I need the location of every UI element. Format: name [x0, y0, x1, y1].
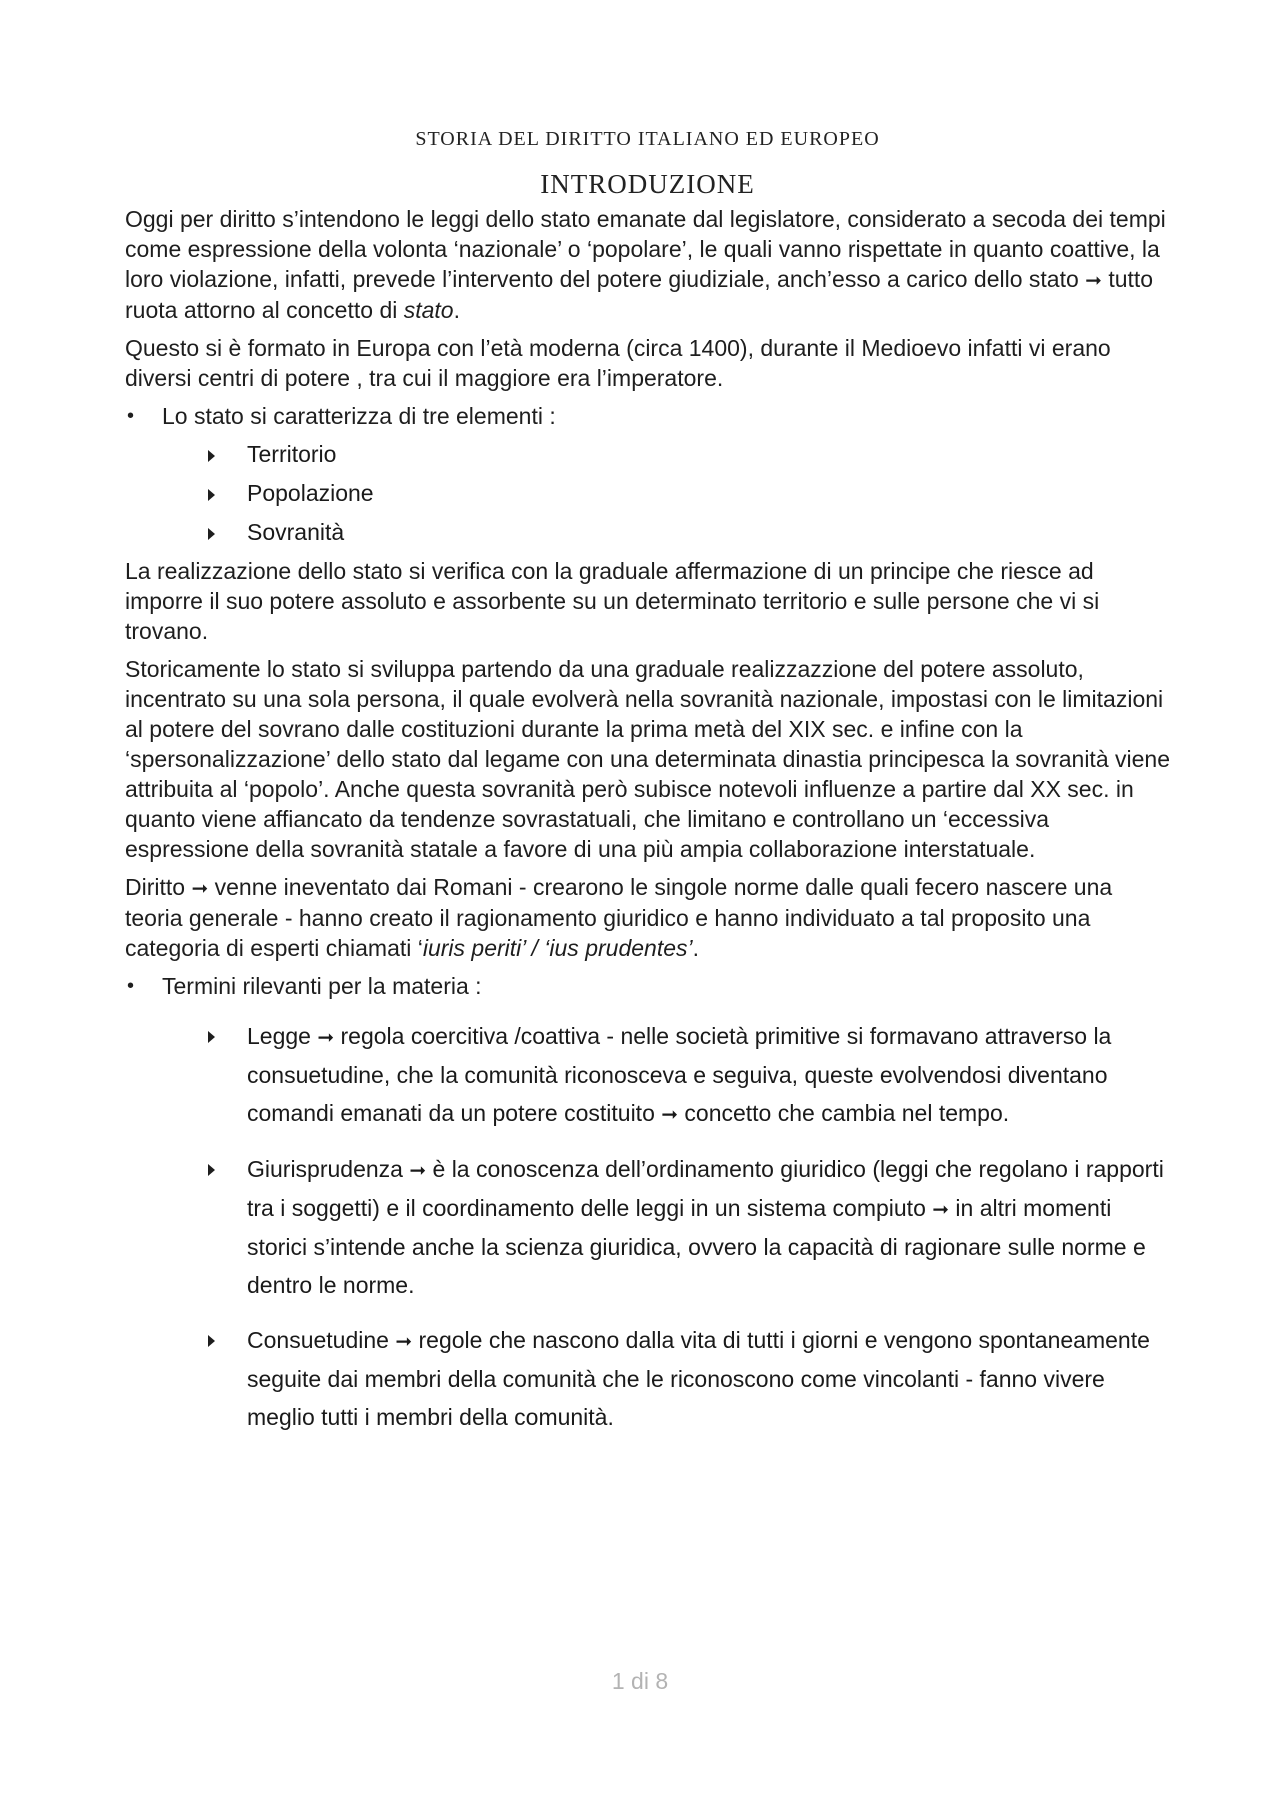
- list-item: [125, 439, 1170, 469]
- terms-list: [125, 1017, 1170, 1436]
- paragraph-5: [125, 872, 1170, 963]
- paragraph-2: Questo si è formato in Europa con l’età moderna (circa 1400), durante il Medioevo infatti vi erano diversi centri di potere , tra cui il maggiore era l’imperatore.: [125, 335, 1111, 391]
- paragraph-5-end: .: [692, 935, 699, 961]
- document-title: STORIA DEL DIRITTO ITALIANO ED EUROPEO: [415, 128, 880, 150]
- term-definition-end: in altri momenti storici s’intende anche la scienza giuridica, ovvero la capacità di ragionare sulle norme e dentro le norme.: [247, 1195, 1146, 1298]
- list-item: [125, 517, 1170, 547]
- bullet-terms: [125, 971, 1170, 1001]
- page-content: [125, 128, 1170, 1453]
- term-definition: regole che nascono dalla vita di tutti i giorni e vengono spontaneamente seguite dai membri della comunità che le riconoscono come vincolanti - fanno vivere meglio tutti i membri della comunità.: [247, 1327, 1150, 1430]
- elements-list: [125, 439, 1170, 547]
- paragraph-1: [125, 204, 1170, 325]
- triangle-bullet-icon: [208, 450, 215, 462]
- section-title: INTRODUZIONE: [540, 169, 755, 199]
- paragraph-1-after: tutto ruota attorno al concetto di: [125, 266, 1154, 323]
- paragraph-5-emphasis: iuris periti’ / ‘ius prudentes’: [422, 935, 693, 961]
- paragraph-1-text: Oggi per diritto s’intendono le leggi dello stato emanate dal legislatore, considerato a secoda dei tempi come espressione della volonta ‘nazionale’ o ‘popolare’, le quali vanno rispettate in quanto coattive, la loro violazione, infatti, prevede l’intervento del potere giudiziale, anch’esso a carico dello stato: [125, 206, 1166, 292]
- list-item-label: Popolazione: [247, 480, 374, 506]
- paragraph-4: Storicamente lo stato si sviluppa partendo da una graduale realizzazzione del potere assoluto, incentrato su una sola persona, il quale evolverà nella sovranità nazionale, impostasi con le limitazioni al potere del sovrano dalle costituzioni durante la prima metà del XIX sec. e infine con la ‘spersonalizzazione’ dello stato dal legame con una determinata dinastia principesca la sovranità viene attribuita al ‘popolo’. Anche questa sovranità però subisce notevoli influenze a partire dal XX sec. in quanto viene affiancato da tendenze sovrastatuali, che limitano e controllano un ‘eccessiva espressione della sovranità statale a favore di una più ampia collaborazione interstatuale.: [125, 656, 1170, 862]
- bullet-icon: •: [127, 975, 135, 997]
- bullet-icon: •: [127, 405, 135, 427]
- paragraph-5-text: venne ineventato dai Romani - crearono le singole norme dalle quali fecero nascere una teoria generale - hanno creato il ragionamento giuridico e hanno individuato a tal proposito una categoria di esperti chiamati ‘: [125, 874, 1113, 961]
- arrow-icon: ➞: [1085, 268, 1102, 292]
- paragraph-1-end: .: [453, 297, 460, 323]
- triangle-bullet-icon: [208, 1335, 215, 1347]
- triangle-bullet-icon: [208, 1164, 215, 1176]
- term-label: Giurisprudenza: [247, 1156, 403, 1182]
- bullet-elements: [125, 401, 1170, 431]
- triangle-bullet-icon: [208, 489, 215, 501]
- term-label: Consuetudine: [247, 1327, 389, 1353]
- list-item-label: Sovranità: [247, 519, 345, 545]
- term-giurisprudenza: [125, 1150, 1170, 1304]
- arrow-icon: ➞: [932, 1197, 950, 1221]
- triangle-bullet-icon: [208, 1031, 215, 1043]
- arrow-icon: ➞: [661, 1102, 679, 1126]
- bullet-terms-text: Termini rilevanti per la materia :: [162, 973, 482, 999]
- term-consuetudine: [125, 1321, 1170, 1436]
- arrow-icon: ➞: [409, 1158, 427, 1182]
- arrow-icon: ➞: [317, 1025, 335, 1049]
- term-definition: regola coercitiva /coattiva - nelle società primitive si formavano attraverso la consuetudine, che la comunità riconosceva e seguiva, queste evolvendosi diventano comandi emanati da un potere costituito: [247, 1023, 1112, 1126]
- list-item: [125, 478, 1170, 508]
- term-legge: [125, 1017, 1170, 1133]
- arrow-icon: ➞: [191, 876, 209, 900]
- term-definition-end: concetto che cambia nel tempo.: [684, 1100, 1010, 1126]
- bullet-elements-text: Lo stato si caratterizza di tre elementi :: [162, 403, 556, 429]
- page-number: 1 di 8: [611, 1668, 669, 1694]
- paragraph-5-start: Diritto: [125, 874, 186, 900]
- term-definition: è la conoscenza dell’ordinamento giuridico (leggi che regolano i rapporti tra i soggetti) e il coordinamento delle leggi in un sistema compiuto: [247, 1156, 1164, 1221]
- paragraph-1-emphasis: stato: [403, 297, 454, 323]
- triangle-bullet-icon: [208, 528, 215, 540]
- paragraph-3: La realizzazione dello stato si verifica con la graduale affermazione di un principe che riesce ad imporre il suo potere assoluto e assorbente su un determinato territorio e sulle persone che vi si trovano.: [125, 558, 1100, 644]
- arrow-icon: ➞: [395, 1329, 413, 1353]
- term-label: Legge: [247, 1023, 311, 1049]
- list-item-label: Territorio: [247, 441, 337, 467]
